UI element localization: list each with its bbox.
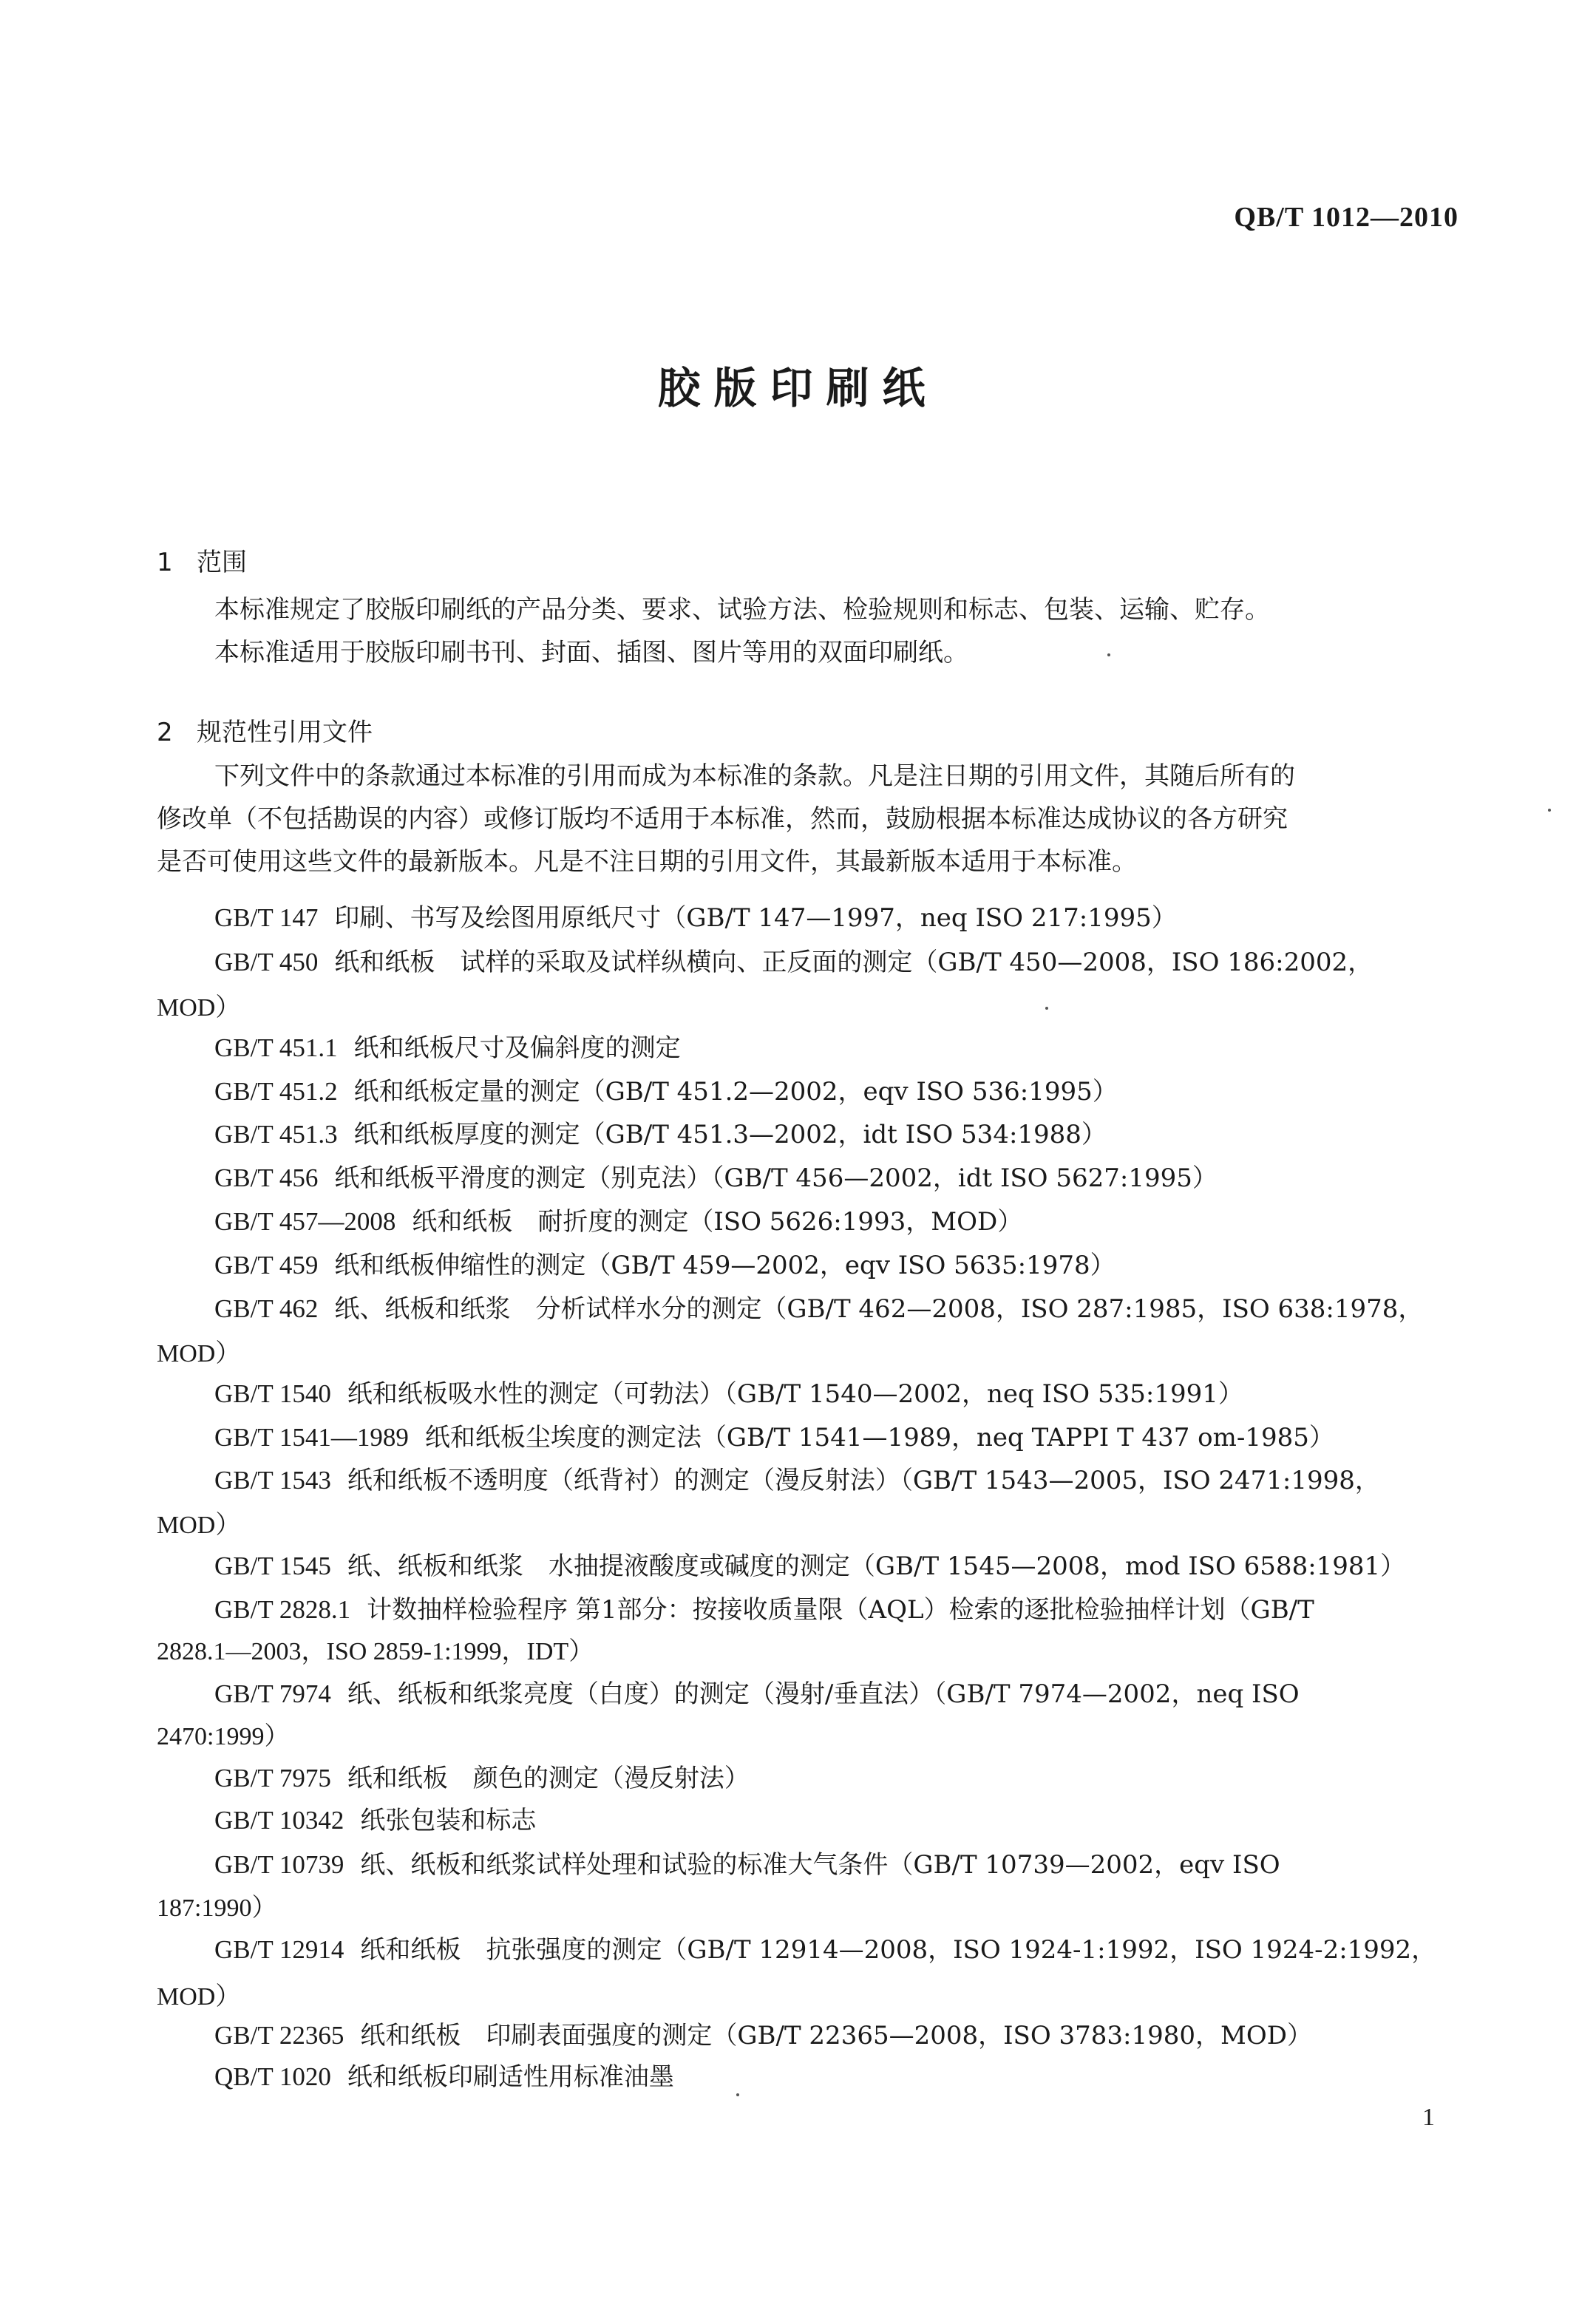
reference-code: GB/T 22365	[214, 2021, 344, 2050]
scan-speck	[1107, 653, 1110, 656]
reference-description: 计数抽样检验程序 第1部分：按接收质量限（AQL）检索的逐批检验抽样计划（GB/T	[367, 1595, 1314, 1625]
reference-code: GB/T 10342	[214, 1806, 344, 1835]
reference-description: 纸和纸板 试样的采取及试样纵横向、正反面的测定（GB/T 450—2008，ISO 186:2002，	[334, 948, 1373, 977]
reference-description: 纸和纸板吸水性的测定（可勃法）（GB/T 1540—2002，neq ISO 535:1991）	[347, 1379, 1243, 1409]
reference-entry	[214, 2062, 674, 2092]
reference-code: GB/T 451.3	[214, 1120, 338, 1149]
reference-description: 纸和纸板厚度的测定（GB/T 451.3—2002，idt ISO 534:1988）	[353, 1120, 1107, 1149]
reference-code: GB/T 2828.1	[214, 1595, 351, 1624]
reference-entry	[214, 1679, 1300, 1709]
reference-description: 纸和纸板 颜色的测定（漫反射法）	[347, 1764, 750, 1793]
reference-code: GB/T 7975	[214, 1764, 331, 1792]
reference-code: GB/T 457—2008	[214, 1207, 396, 1236]
reference-code: GB/T 1545	[214, 1552, 331, 1580]
reference-description: 纸和纸板平滑度的测定（别克法）（GB/T 456—2002，idt ISO 5627:1995）	[334, 1163, 1218, 1193]
reference-code: GB/T 147	[214, 903, 319, 932]
page-number: 1	[1422, 2104, 1435, 2131]
reference-continuation: 2470:1999）	[157, 1723, 290, 1750]
reference-code: GB/T 451.1	[214, 1033, 338, 1062]
intro-line: 下列文件中的条款通过本标准的引用而成为本标准的条款。凡是注日期的引用文件，其随后所有的	[214, 761, 1295, 791]
reference-entry	[214, 948, 1373, 977]
reference-description: 纸和纸板 耐折度的测定（ISO 5626:1993，MOD）	[412, 1207, 1023, 1237]
section-number: 2	[157, 718, 173, 747]
section-number: 1	[157, 548, 173, 577]
reference-entry	[214, 1595, 1314, 1625]
reference-description: 印刷、书写及绘图用原纸尺寸（GB/T 147—1997，neq ISO 217:1995）	[334, 903, 1177, 933]
reference-description: 纸和纸板定量的测定（GB/T 451.2—2002，eqv ISO 536:1995）	[353, 1077, 1118, 1107]
reference-entry	[214, 903, 1177, 933]
reference-code: GB/T 450	[214, 948, 319, 976]
reference-entry	[214, 1163, 1218, 1193]
reference-code: GB/T 462	[214, 1294, 319, 1323]
reference-description: 纸和纸板尺寸及偏斜度的测定	[353, 1033, 681, 1063]
intro-line: 是否可使用这些文件的最新版本。凡是不注日期的引用文件，其最新版本适用于本标准。	[157, 847, 1137, 877]
reference-entry	[214, 1294, 1423, 1324]
reference-description: 纸张包装和标志	[360, 1806, 537, 1835]
reference-code: GB/T 1540	[214, 1379, 331, 1408]
reference-code: GB/T 459	[214, 1251, 319, 1280]
reference-code: QB/T 1020	[214, 2062, 331, 2091]
reference-entry	[214, 1207, 1022, 1237]
reference-description: 纸和纸板 抗张强度的测定（GB/T 12914—2008，ISO 1924-1:1992，ISO 1924-2:1992，	[360, 1935, 1437, 1965]
reference-entry	[214, 1423, 1334, 1452]
section-2-heading	[157, 712, 373, 748]
reference-description: 纸和纸板印刷适性用标准油墨	[347, 2062, 674, 2092]
reference-description: 纸、纸板和纸浆亮度（白度）的测定（漫射/垂直法）（GB/T 7974—2002，neq ISO	[347, 1679, 1300, 1709]
reference-description: 纸和纸板 印刷表面强度的测定（GB/T 22365—2008，ISO 3783:1980，MOD）	[360, 2021, 1312, 2050]
scope-paragraph: 本标准规定了胶版印刷纸的产品分类、要求、试验方法、检验规则和标志、包装、运输、贮存。	[214, 595, 1270, 625]
reference-entry	[214, 1120, 1107, 1149]
reference-code: GB/T 10739	[214, 1850, 344, 1879]
section-1-heading	[157, 542, 247, 578]
reference-continuation: 187:1990）	[157, 1894, 277, 1922]
scope-paragraph: 本标准适用于胶版印刷书刊、封面、插图、图片等用的双面印刷纸。	[214, 638, 968, 667]
reference-continuation: MOD）	[157, 1983, 241, 2011]
reference-description: 纸和纸板伸缩性的测定（GB/T 459—2002，eqv ISO 5635:1978）	[334, 1251, 1115, 1280]
reference-entry	[214, 1935, 1436, 1965]
reference-description: 纸、纸板和纸浆 分析试样水分的测定（GB/T 462—2008，ISO 287:1985，ISO 638:1978，	[334, 1294, 1424, 1324]
reference-entry	[214, 1379, 1243, 1409]
reference-description: 纸和纸板尘埃度的测定法（GB/T 1541—1989，neq TAPPI T 437 om-1985）	[424, 1423, 1334, 1452]
scan-speck	[1045, 1007, 1048, 1010]
reference-code: GB/T 1543	[214, 1466, 331, 1495]
reference-entry	[214, 1806, 536, 1835]
reference-description: 纸、纸板和纸浆试样处理和试验的标准大气条件（GB/T 10739—2002，eqv ISO	[360, 1850, 1280, 1880]
section-title: 规范性引用文件	[197, 718, 373, 747]
reference-entry	[214, 1251, 1115, 1280]
standard-number: QB/T 1012—2010	[1234, 202, 1459, 233]
document-title: 胶版印刷纸	[657, 363, 939, 413]
reference-continuation: MOD）	[157, 1340, 241, 1367]
reference-description: 纸、纸板和纸浆 水抽提液酸度或碱度的测定（GB/T 1545—2008，mod ISO 6588:1981）	[347, 1552, 1406, 1581]
section-title: 范围	[197, 548, 247, 577]
reference-entry	[214, 1466, 1380, 1495]
scan-speck	[1548, 809, 1551, 812]
reference-entry	[214, 1764, 750, 1793]
reference-code: GB/T 456	[214, 1163, 319, 1192]
reference-description: 纸和纸板不透明度（纸背衬）的测定（漫反射法）（GB/T 1543—2005，ISO 2471:1998，	[347, 1466, 1380, 1495]
reference-continuation: MOD）	[157, 1512, 241, 1539]
reference-code: GB/T 451.2	[214, 1077, 338, 1106]
reference-code: GB/T 1541—1989	[214, 1423, 409, 1452]
reference-entry	[214, 1850, 1280, 1880]
reference-code: GB/T 12914	[214, 1935, 344, 1964]
intro-line: 修改单（不包括勘误的内容）或修订版均不适用于本标准，然而，鼓励根据本标准达成协议的各方研究	[157, 804, 1288, 834]
reference-code: GB/T 7974	[214, 1679, 331, 1708]
reference-entry	[214, 1033, 681, 1063]
reference-continuation: MOD）	[157, 994, 241, 1022]
reference-entry	[214, 1552, 1405, 1581]
scan-speck	[736, 2093, 739, 2096]
reference-entry	[214, 1077, 1118, 1107]
reference-continuation: 2828.1—2003，ISO 2859-1:1999，IDT）	[157, 1638, 594, 1665]
reference-entry	[214, 2021, 1312, 2050]
